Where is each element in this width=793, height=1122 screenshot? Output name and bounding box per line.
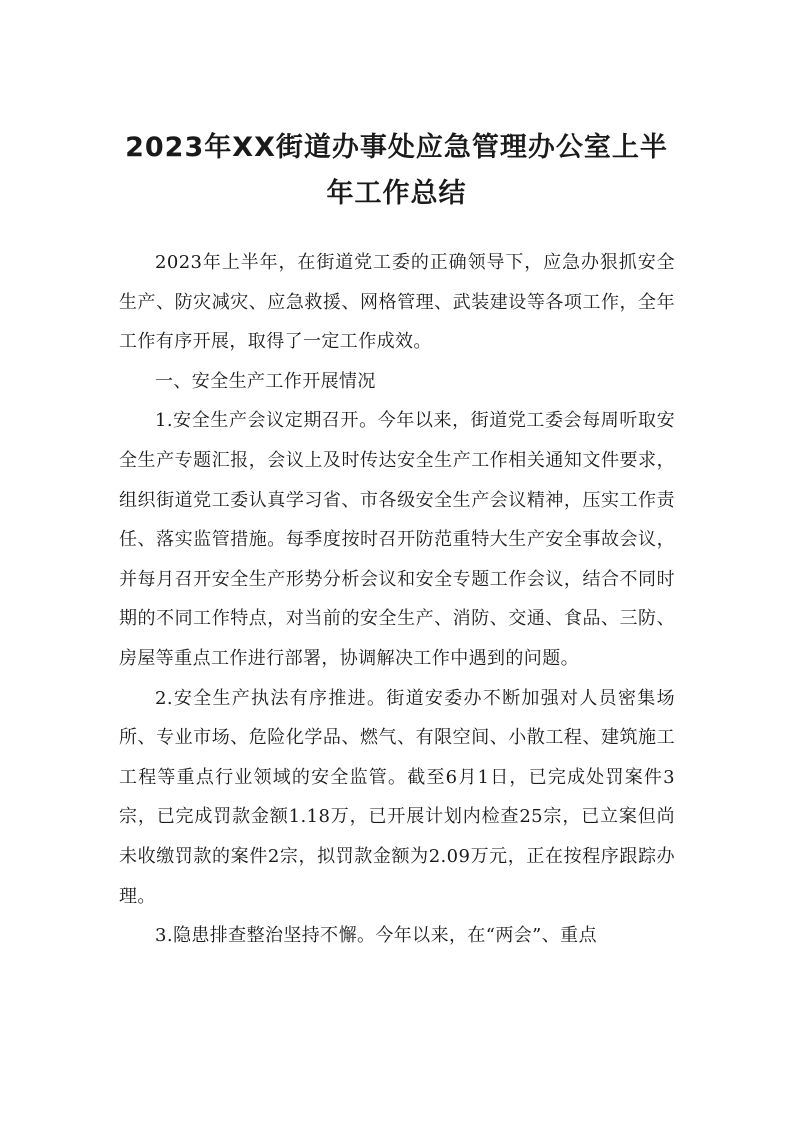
document-title-line-1: 2023年XX街道办事处应急管理办公室上半 [125, 132, 668, 163]
paragraph-enforcement: 2.安全生产执法有序推进。街道安委办不断加强对人员密集场所、专业市场、危险化学品、燃气、有限空间、小散工程、建筑施工工程等重点行业领域的安全监管。截至6月1日，已完成处罚案件3宗，已完成罚款金额1.18万，已开展计划内检查25宗，已立案但尚未收缴罚款的案件2宗，拟罚款金额为2.09万元，正在按程序跟踪办理。 [119, 687, 675, 907]
document-title-line-2: 年工作总结 [326, 178, 467, 209]
paragraph-intro: 2023年上半年，在街道党工委的正确领导下，应急办狠抓安全生产、防灾减灾、应急救援、网格管理、武装建设等各项工作，全年工作有序开展，取得了一定工作成效。 [119, 252, 675, 353]
document-body [119, 243, 675, 956]
paragraph-hazard-check: 3.隐患排查整治坚持不懈。今年以来，在“两会”、重点 [155, 925, 597, 947]
paragraph-meetings: 1.安全生产会议定期召开。今年以来，街道党工委会每周听取安全生产专题汇报，会议上及时传达安全生产工作相关通知文件要求，组织街道党工委认真学习省、市各级安全生产会议精神，压实工作责任、落实监管措施。每季度按时召开防范重特大生产安全事故会议，并每月召开安全生产形势分析会议和安全专题工作会议，结合不同时期的不同工作特点，对当前的安全生产、消防、交通、食品、三防、房屋等重点工作进行部署，协调解决工作中遇到的问题。 [119, 410, 675, 669]
section-heading: 一、安全生产工作开展情况 [155, 370, 376, 392]
